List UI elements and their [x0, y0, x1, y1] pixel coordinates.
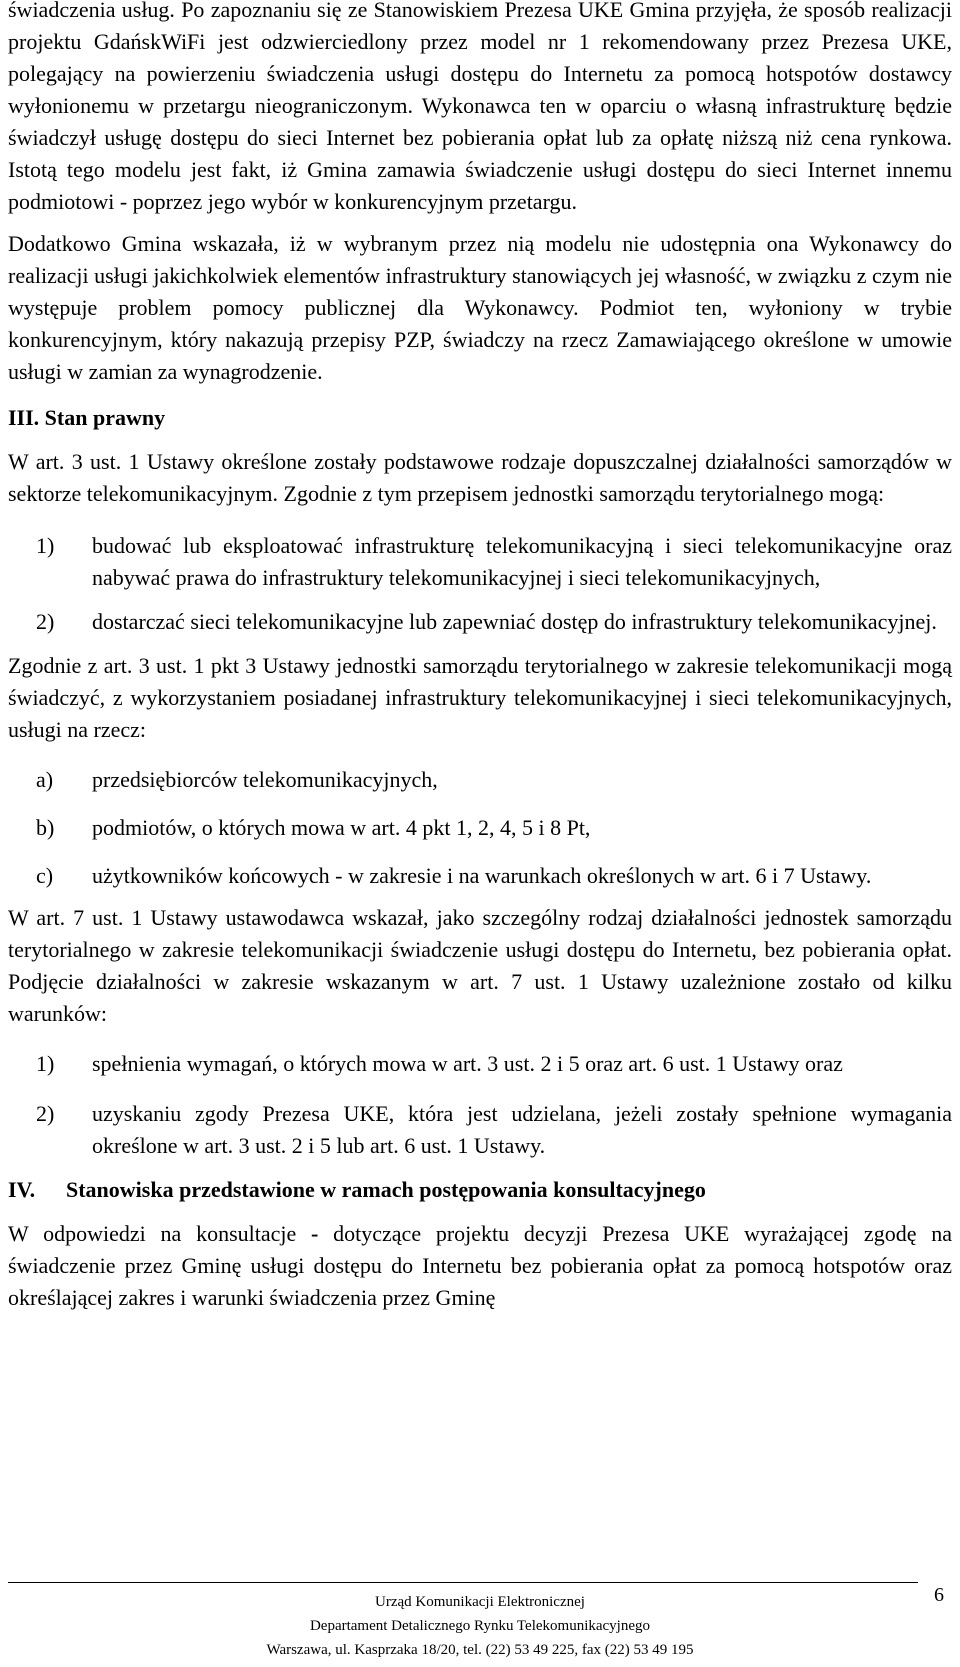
list-service-recipients [8, 764, 952, 892]
list-item [8, 764, 952, 796]
list-conditions [8, 1048, 952, 1162]
list-marker: 2) [36, 609, 55, 634]
list-item-text: uzyskaniu zgody Prezesa UKE, która jest udzielana, jeżeli zostały spełnione wymagania określone w art. 3 ust. 2 i 5 lub art. 6 ust. 1 Ustawy. [92, 1101, 952, 1158]
footer-department: Departament Detalicznego Rynku Telekomunikacyjnego [309, 1618, 651, 1634]
section-heading-consultation [8, 1174, 952, 1206]
list-item [8, 812, 952, 844]
footer-address: Warszawa, ul. Kasprzaka 18/20, tel. (22) 53 49 225, fax (22) 53 49 195 [266, 1642, 694, 1658]
list-item-text: użytkowników końcowych - w zakresie i na warunkach określonych w art. 6 i 7 Ustawy. [92, 863, 872, 888]
list-item-text: dostarczać sieci telekomunikacyjne lub zapewniać dostęp do infrastruktury telekomunikacyjnej. [92, 609, 937, 634]
section-title: Stanowiska przedstawione w ramach postępowania konsultacyjnego [66, 1177, 706, 1202]
paragraph-model-description: świadczenia usług. Po zapoznaniu się ze Stanowiskiem Prezesa UKE Gmina przyjęła, że sposób realizacji projektu GdańskWiFi jest odzwierciedlony przez model nr 1 rekomendowany przez Prezesa UKE, polegający na powierzeniu świadczenia usługi dostępu do Internetu za pomocą hotspotów dostawcy wyłonionemu w przetargu nieograniczonym. Wykonawca ten w oparciu o własną infrastrukturę będzie świadczył usługę dostępu do sieci Internet bez pobierania opłat lub za opłatę niższą niż cena rynkowa. Istotą tego modelu jest fakt, iż Gmina zamawia świadczenie usługi dostępu do sieci Internet innemu podmiotowi - poprzez jego wybór w konkurencyjnym przetargu. [8, 0, 952, 214]
paragraph-art3-pkt3: Zgodnie z art. 3 ust. 1 pkt 3 Ustawy jednostki samorządu terytorialnego w zakresie telekomunikacji mogą świadczyć, z wykorzystaniem posiadanej infrastruktury telekomunikacyjnej i sieci telekomunikacyjnych, usługi na rzecz: [8, 653, 952, 742]
list-marker: b) [36, 815, 55, 840]
paragraph-text-start: W odpowiedzi na konsultacje [8, 1221, 312, 1246]
section-heading-legal-status: III. Stan prawny [8, 405, 166, 430]
list-item [8, 606, 952, 638]
list-marker: 1) [36, 1051, 55, 1076]
list-item-text: budować lub eksploatować infrastrukturę telekomunikacyjną i sieci telekomunikacyjne oraz nabywać prawa do infrastruktury telekomunikacyjnej i sieci telekomunikacyjnych, [92, 533, 952, 590]
list-item [8, 1098, 952, 1162]
list-item [8, 1048, 952, 1080]
footer-office-name: Urząd Komunikacji Elektronicznej [375, 1594, 585, 1610]
list-marker: c) [36, 863, 54, 888]
list-marker: 2) [36, 1101, 55, 1126]
list-marker: 1) [36, 533, 55, 558]
list-item [8, 530, 952, 594]
list-item [8, 860, 952, 892]
list-item-text: spełnienia wymagań, o których mowa w art. 3 ust. 2 i 5 oraz art. 6 ust. 1 Ustawy oraz [92, 1051, 843, 1076]
list-item-text: przedsiębiorców telekomunikacyjnych, [92, 767, 438, 792]
list-allowed-activities [8, 530, 952, 638]
section-number: IV. [8, 1177, 36, 1202]
paragraph-public-aid: Dodatkowo Gmina wskazała, iż w wybranym przez nią modelu nie udostępnia ona Wykonawcy do realizacji usługi jakichkolwiek elementów infrastruktury stanowiących jej własność, w związku z czym nie występuje problem pomocy publicznej dla Wykonawcy. Podmiot ten, wyłoniony w trybie konkurencyjnym, który nakazują przepisy PZP, świadczy na rzecz Zamawiającego określone w umowie usługi w zamian za wynagrodzenie. [8, 231, 952, 384]
document-page [8, 0, 952, 1314]
page-number: 6 [934, 1584, 944, 1606]
paragraph-art3: W art. 3 ust. 1 Ustawy określone zostały podstawowe rodzaje dopuszczalnej działalności samorządów w sektorze telekomunikacyjnym. Zgodnie z tym przepisem jednostki samorządu terytorialnego mogą: [8, 449, 952, 506]
list-marker: a) [36, 767, 54, 792]
footer-divider [8, 1582, 918, 1583]
paragraph-art7: W art. 7 ust. 1 Ustawy ustawodawca wskazał, jako szczególny rodzaj działalności jednostek samorządu terytorialnego w zakresie telekomunikacji świadczenie usługi dostępu do Internetu, bez pobierania opłat. Podjęcie działalności w zakresie wskazanym w art. 7 ust. 1 Ustawy uzależnione zostało od kilku warunków: [8, 905, 952, 1026]
page-footer [0, 1590, 960, 1662]
paragraph-text-rest: dotyczące projektu decyzji Prezesa UKE wyrażającej zgodę na świadczenie przez Gminę usługi dostępu do Internetu bez pobierania opłat za pomocą hotspotów oraz określającej zakres i warunki świadczenia przez Gminę [8, 1221, 952, 1310]
bold-dash: - [311, 1221, 319, 1246]
paragraph-consultation-responses [8, 1218, 952, 1314]
list-item-text: podmiotów, o których mowa w art. 4 pkt 1, 2, 4, 5 i 8 Pt, [92, 815, 591, 840]
